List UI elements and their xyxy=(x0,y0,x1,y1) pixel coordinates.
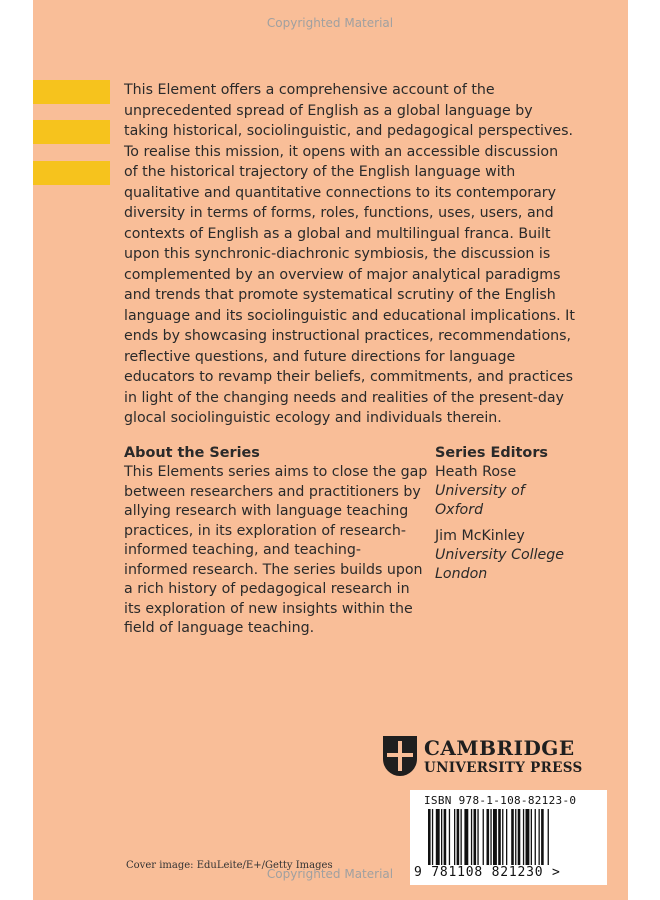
editor-affiliation: University of xyxy=(435,483,525,499)
description-line: of the historical trajectory of the English language with xyxy=(124,164,516,180)
description-line: taking historical, sociolinguistic, and pedagogical perspectives. xyxy=(124,123,573,139)
about-series-heading: About the Series xyxy=(124,445,260,461)
description-line: language and its sociolinguistic and educational implications. It xyxy=(124,307,575,324)
watermark-bottom: Copyrighted Material xyxy=(266,867,394,881)
description-line: upon this synchronic-diachronic symbiosis, the discussion is xyxy=(124,246,551,262)
editor-affiliation: London xyxy=(435,566,488,582)
university-crest-icon xyxy=(383,736,417,776)
editor-affiliation: Oxford xyxy=(435,502,484,518)
description-line: complemented by an overview of major analytical paradigms xyxy=(124,266,561,283)
editor-affiliation: University College xyxy=(435,547,565,563)
series-editors xyxy=(435,444,615,584)
publisher-logo xyxy=(383,736,583,780)
publisher-name: CAMBRIDGE xyxy=(424,736,575,760)
description-line: in light of the changing needs and realities of the present-day xyxy=(124,389,564,406)
description-line: This Element offers a comprehensive account of the xyxy=(124,82,495,98)
about-series-line: a rich history of pedagogical research in xyxy=(124,581,410,597)
description-line: glocal sociolinguistic ecology and individuals therein. xyxy=(124,410,502,426)
description-line: reflective questions, and future directions for language xyxy=(124,348,516,365)
about-series-line: informed teaching, and teaching- xyxy=(124,542,362,558)
cover-credit: Cover image: EduLeite/E+/Getty Images xyxy=(126,860,333,871)
accent-bar xyxy=(33,80,110,104)
accent-bar xyxy=(33,120,110,144)
about-series xyxy=(124,444,428,639)
about-series-line: informed research. The series builds upon xyxy=(124,561,423,578)
description-line: qualitative and quantitative connections to its contemporary xyxy=(124,184,557,201)
description-line: unprecedented spread of English as a global language by xyxy=(124,102,533,119)
about-series-line: its exploration of new insights within the xyxy=(124,600,413,617)
watermark-top: Copyrighted Material xyxy=(266,16,394,30)
about-series-line: practices, in its exploration of research- xyxy=(124,522,407,539)
barcode-icon xyxy=(428,809,598,865)
editor-name: Heath Rose xyxy=(435,464,517,480)
about-series-line: This Elements series aims to close the gap xyxy=(124,464,428,480)
publisher-subname: UNIVERSITY PRESS xyxy=(424,760,583,776)
description-line: diversity in terms of forms, roles, functions, uses, users, and xyxy=(124,205,554,221)
description-line: educators to revamp their beliefs, commitments, and practices xyxy=(124,369,574,385)
book-description xyxy=(124,80,574,429)
description-line: To realise this mission, it opens with an accessible discussion xyxy=(124,143,559,160)
about-series-line: field of language teaching. xyxy=(124,620,315,636)
series-editors-heading: Series Editors xyxy=(435,445,548,461)
about-series-line: between researchers and practitioners by xyxy=(124,483,421,500)
description-line: contexts of English as a global and multilingual franca. Built xyxy=(124,225,551,242)
editor-name: Jim McKinley xyxy=(435,528,525,544)
description-line: ends by showcasing instructional practices, recommendations, xyxy=(124,328,572,344)
about-series-line: allying research with language teaching xyxy=(124,503,409,519)
isbn: ISBN 978-1-108-82123-0 xyxy=(424,794,577,807)
barcode-number: 9 781108 821230 > xyxy=(414,865,561,880)
accent-bar xyxy=(33,161,110,185)
description-line: and trends that promote systematical scrutiny of the English xyxy=(124,287,556,303)
